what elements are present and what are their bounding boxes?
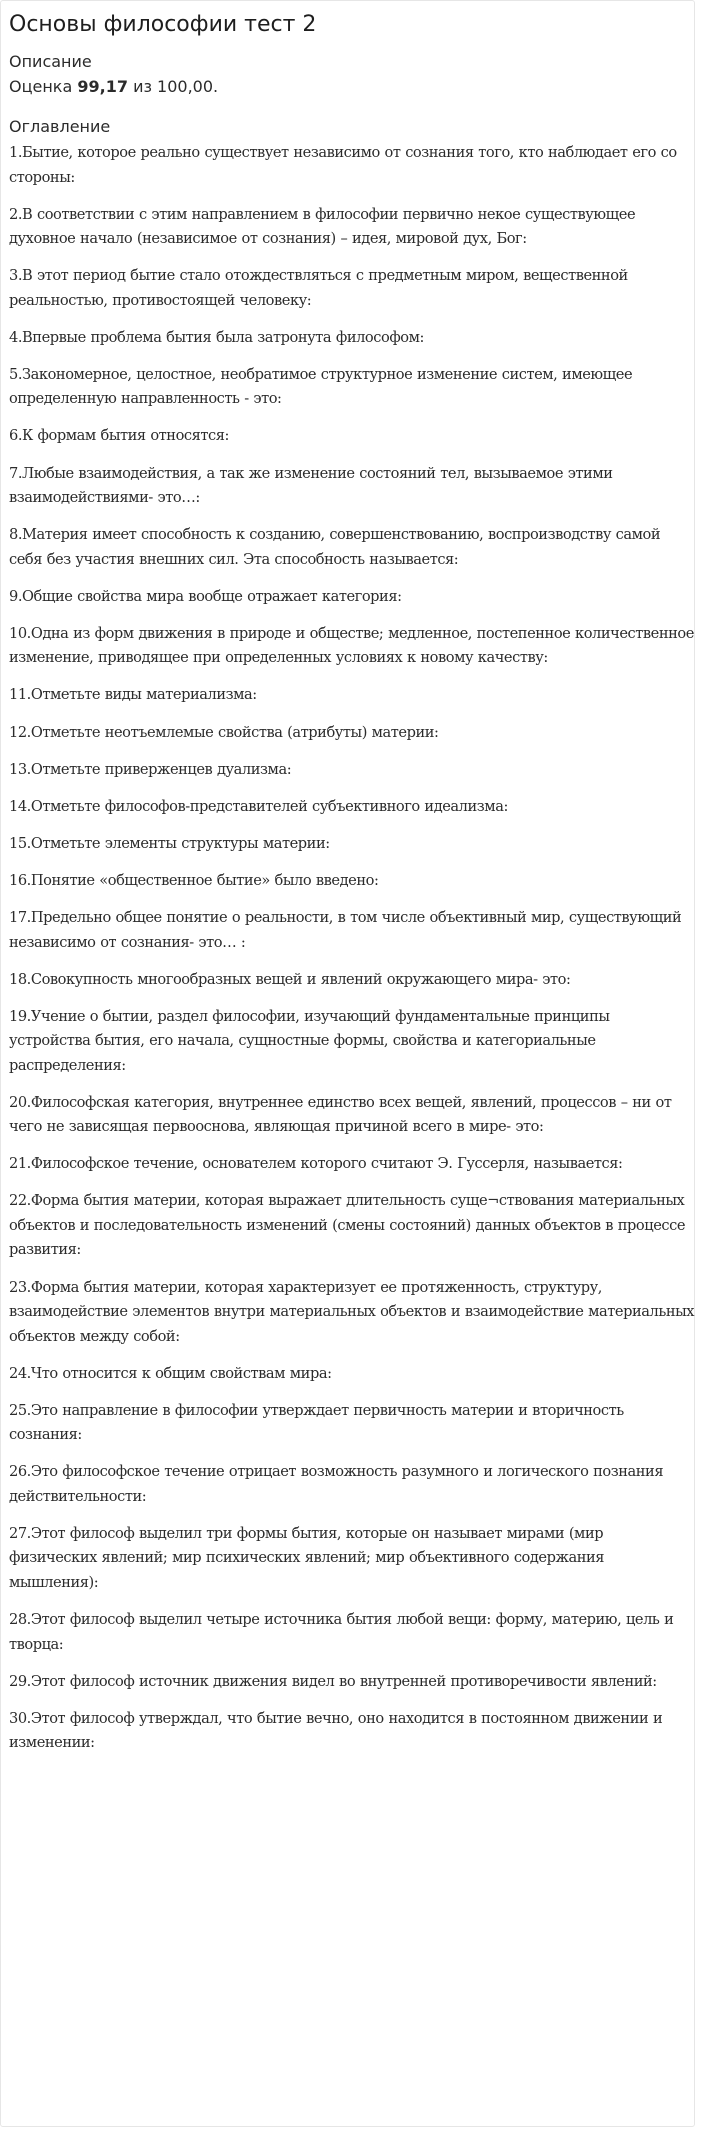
question-item[interactable]: 29.Этот философ источник движения видел во внутренней противоречивости явлений: [9,1672,657,1690]
question-item[interactable]: 20.Философская категория, внутреннее единство всех вещей, явлений, процессов – ни от чего не зависящая первооснова, являющая причиной всего в мире- это: [9,1093,672,1136]
question-item[interactable]: 21.Философское течение, основателем которого считают Э. Гуссерля, называется: [9,1155,623,1173]
question-item[interactable]: 16.Понятие «общественное бытие» было введено: [9,871,379,889]
description-label: Описание [9,52,92,71]
question-item[interactable]: 9.Общие свойства мира вообще отражает категория: [9,587,402,605]
page-title: Основы философии тест 2 [9,12,317,37]
question-item[interactable]: 10.Одна из форм движения в природе и обществе; медленное, постепенное количественное изменение, приводящее при определенных условиях к новому качеству: [9,624,694,667]
question-item[interactable]: 15.Отметьте элементы структуры материи: [9,834,330,852]
score-line [9,74,218,99]
test-meta [9,49,218,99]
question-item[interactable]: 8.Материя имеет способность к созданию, совершенствованию, воспроизводству самой себя без участия внешних сил. Эта способность называется: [9,526,661,568]
question-item[interactable]: 1.Бытие, которое реально существует независимо от сознания того, кто наблюдает его со стороны: [9,144,677,186]
toc-heading: Оглавление [9,117,111,136]
question-item[interactable]: 23.Форма бытия материи, которая характеризует ее протяженность, структуру, взаимодействие элементов внутри материальных объектов и взаимодействие материальных объектов между собой: [9,1278,695,1345]
question-item[interactable]: 6.К формам бытия относятся: [9,427,229,445]
question-item[interactable]: 28.Этот философ выделил четыре источника бытия любой вещи: форму, материю, цель и творца: [9,1611,674,1653]
question-item[interactable]: 7.Любые взаимодействия, а так же изменение состояний тел, вызываемое этими взаимодействиями- это…: [9,464,613,507]
score-suffix: из 100,00. [133,77,219,96]
question-item[interactable]: 24.Что относится к общим свойствам мира: [9,1364,332,1382]
question-item[interactable]: 26.Это философское течение отрицает возможность разумного и логического познания действительности: [9,1463,664,1505]
question-item[interactable]: 13.Отметьте приверженцев дуализма: [9,760,292,778]
question-item[interactable]: 17.Предельно общее понятие о реальности, в том числе объективный мир, существующий независимо от сознания- это… : [9,909,682,951]
question-item[interactable]: 5.Закономерное, целостное, необратимое структурное изменение систем, имеющее определенную направленность - это: [9,365,633,408]
question-item[interactable]: 22.Форма бытия материи, которая выражает длительность суще¬ствования материальных объектов и последовательность изменений (смены состояний) данных объектов в процессе развития: [9,1192,686,1259]
question-item[interactable]: 14.Отметьте философов-представителей субъективного идеализма: [9,797,508,815]
question-item[interactable]: 25.Это направление в философии утверждает первичность материи и вторичность сознания: [9,1401,624,1444]
question-item[interactable]: 4.Впервые проблема бытия была затронута философом: [9,328,424,346]
question-list [9,141,695,1768]
score-label: Оценка [9,77,73,96]
question-item[interactable]: 2.В соответствии с этим направлением в философии первично некое существующее духовное начало (независимое от сознания) – идея, мировой дух, Бог: [9,205,636,248]
score-value: 99,17 [77,77,128,96]
question-item[interactable]: 3.В этот период бытие стало отождествляться с предметным миром, вещественной реальностью, противостоящей человеку: [9,267,628,309]
question-item[interactable]: 19.Учение о бытии, раздел философии, изучающий фундаментальные принципы устройства бытия, его начала, сущностные формы, свойства и категориальные распределения: [9,1007,610,1074]
question-item[interactable]: 18.Совокупность многообразных вещей и явлений окружающего мира- это: [9,970,571,988]
question-item[interactable]: 27.Этот философ выделил три формы бытия, которые он называет мирами (мир физических явлений; мир психических явлений; мир объективного содержания мышления): [9,1524,605,1591]
question-item[interactable]: 11.Отметьте виды материализма: [9,686,257,704]
question-item[interactable]: 12.Отметьте неотъемлемые свойства (атрибуты) материи: [9,723,439,741]
question-item[interactable]: 30.Этот философ утверждал, что бытие вечно, оно находится в постоянном движении и изменении: [9,1709,663,1752]
